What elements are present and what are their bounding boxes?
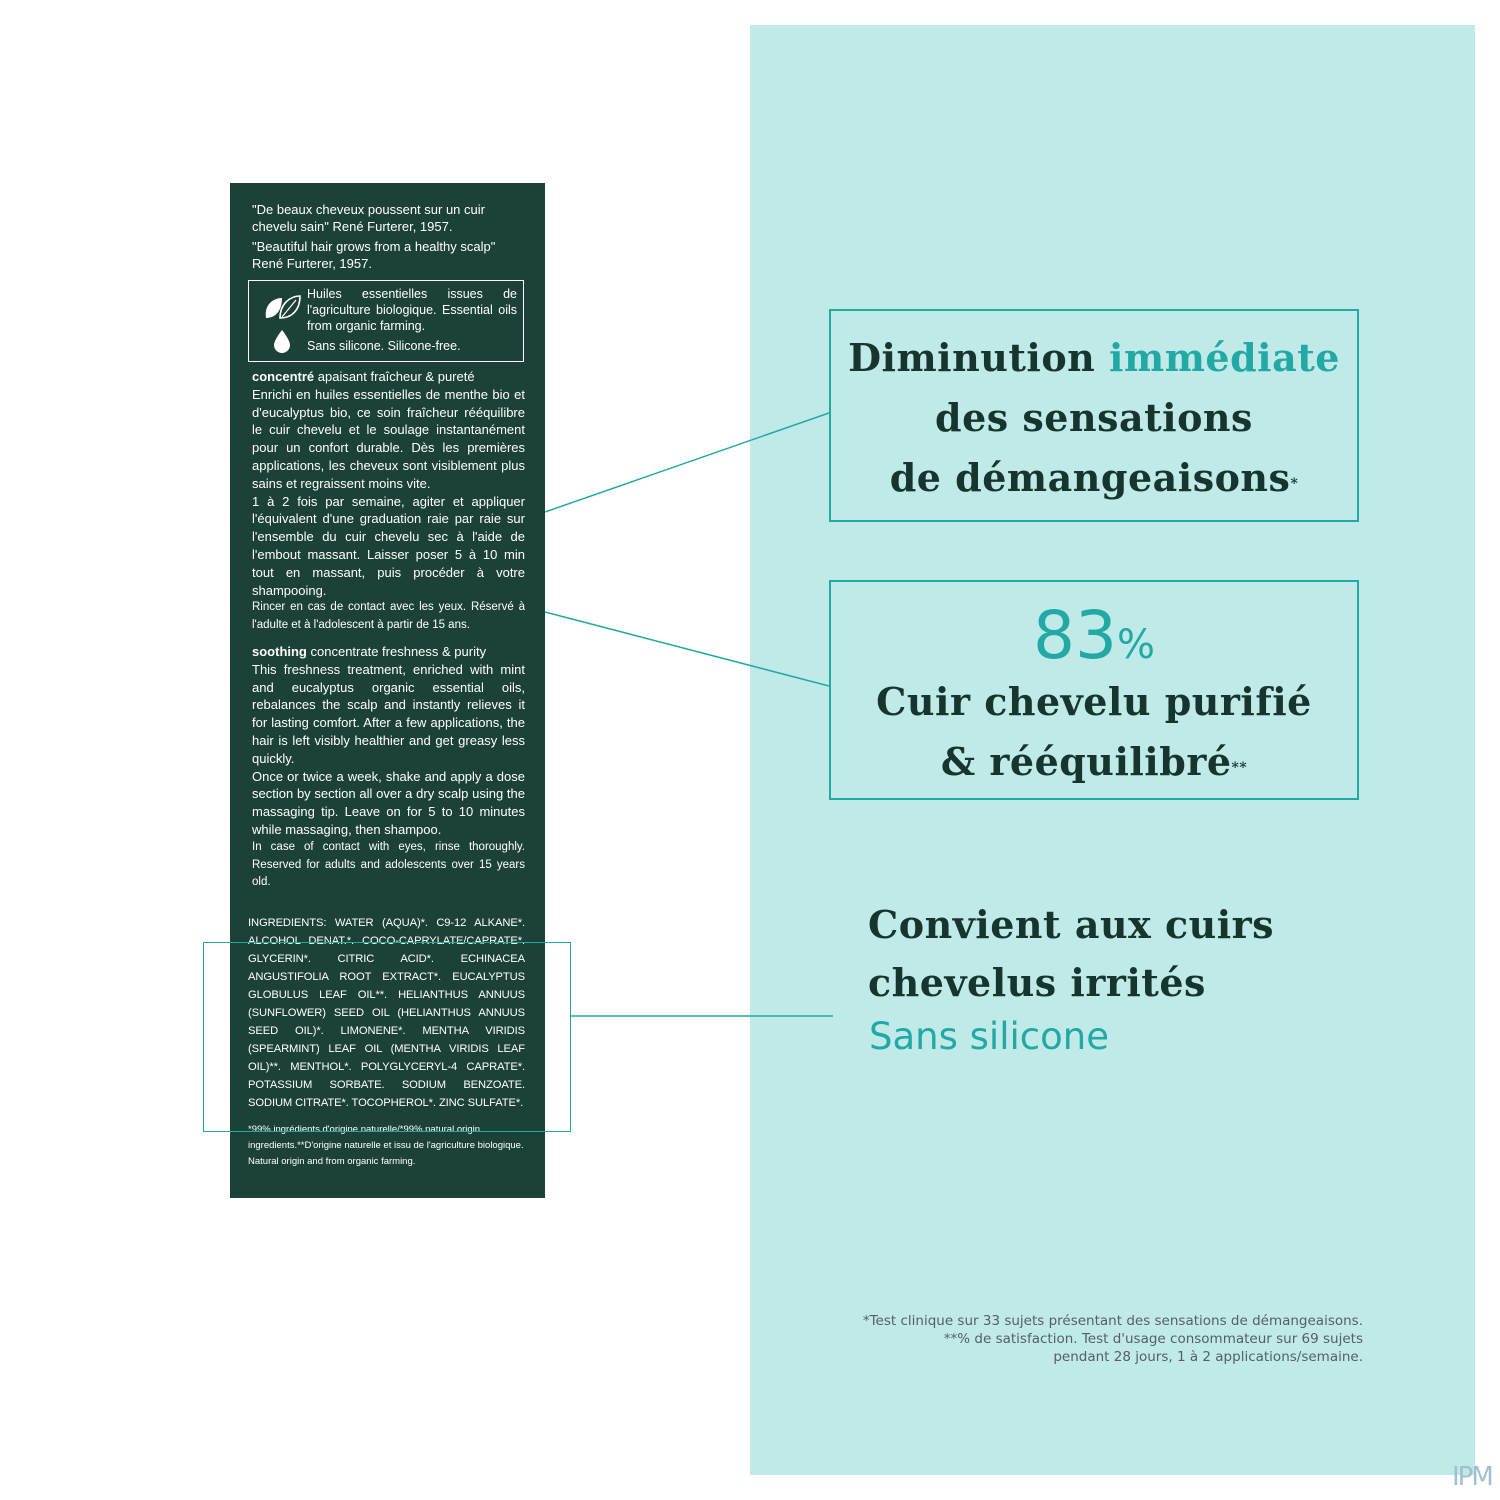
satisfaction-percentage: 83% xyxy=(1033,597,1155,674)
english-usage: Once or twice a week, shake and apply a dose section by section all over a dry scalp using the massaging tip. Leave on for 5 to 10 minutes while massaging, then shampoo. xyxy=(252,768,525,837)
ipm-logo: IPM xyxy=(1452,1462,1492,1492)
claim-itching-accent: immédiate xyxy=(1109,335,1340,380)
claim-itching-line2: des sensations xyxy=(935,395,1253,440)
french-title-rest: apaisant fraîcheur & pureté xyxy=(314,369,475,384)
english-description: This freshness treatment, enriched with mint and eucalyptus organic essential oils, rebalances the scalp and instantly relieves it for lasting comfort. After a few applications, the hair is left visibly healthier and get greasy less quickly. xyxy=(252,661,525,766)
french-warning: Rincer en cas de contact avec les yeux. Réservé à l'adulte et à l'adolescent à partir de 15 ans. xyxy=(252,601,525,632)
connector-line-2 xyxy=(545,612,829,686)
claim-itching-text xyxy=(829,328,1359,508)
claim-purified-line1: Cuir chevelu purifié xyxy=(876,679,1312,724)
claim-purified-line2: & rééquilibré** xyxy=(940,739,1248,784)
english-title-bold: soothing xyxy=(252,643,307,659)
claim-irritated-line1: Convient aux cuirs xyxy=(868,902,1275,947)
percent-sign: % xyxy=(1116,622,1155,668)
quote-french: "De beaux cheveux poussent sur un cuir chevelu sain" René Furterer, 1957. xyxy=(252,202,485,234)
claim-irritated-scalp xyxy=(868,896,1274,1012)
english-title-rest: concentrate freshness & purity xyxy=(306,643,487,659)
footnote-mark-2: ** xyxy=(1231,760,1248,776)
footnote-line-1: *Test clinique sur 33 sujets présentant des sensations de démangeaisons. xyxy=(862,1313,1363,1329)
claim-irritated-line2: chevelus irrités xyxy=(868,960,1206,1005)
silicone-free-claim: Sans silicone xyxy=(869,1015,1109,1058)
footnotes xyxy=(863,1312,1363,1366)
english-warning: In case of contact with eyes, rinse thoroughly. Reserved for adults and adolescents over 15 years old. xyxy=(252,840,525,889)
footnote-line-3: pendant 28 jours, 1 à 2 applications/semaine. xyxy=(1053,1349,1363,1365)
connector-line-1 xyxy=(545,413,829,512)
french-title-bold: concentré xyxy=(252,369,315,384)
quote-english: "Beautiful hair grows from a healthy scalp" René Furterer, 1957. xyxy=(252,239,496,271)
claim-purified-text xyxy=(829,672,1359,792)
ingredients-list: INGREDIENTS: WATER (AQUA)*. C9-12 ALKANE*. ALCOHOL DENAT.*. COCO-CAPRYLATE/CAPRATE*. GLYCERIN*. CITRIC ACID*. ECHINACEA ANGUSTIFOLIA ROOT EXTRACT*. EUCALYPTUS GLOBULUS LEAF OIL**. HELIANTHUS ANNUUS (SUNFLOWER) SEED OIL (HELIANTHUS ANNUUS SEED OIL)*. LIMONENE*. MENTHA VIRIDIS (SPEARMINT) LEAF OIL (MENTHA VIRIDIS LEAF OIL)**. MENTHOL*. POLYGLYCERYL-4 CAPRATE*. POTASSIUM SORBATE. SODIUM BENZOATE. SODIUM CITRATE*. TOCOPHEROL*. ZINC SULFATE*. xyxy=(248,917,525,1110)
french-description: Enrichi en huiles essentielles de menthe bio et d'eucalyptus bio, ce soin fraîcheur rééquilibre le cuir chevelu et le soulage instantanément pour un confort durable. Dès les premières applications, les cheveux sont visiblement plus sains et regraissent moins vite. xyxy=(252,386,525,491)
french-usage: 1 à 2 fois par semaine, agiter et appliquer l'équivalent d'une graduation raie par raie sur l'ensemble du cuir chevelu sec à l'aide de l'embout massant. Laisser poser 5 à 10 min tout en massant, puis procéder à votre shampooing. xyxy=(252,493,525,598)
ingredients-note: *99% ingrédients d'origine naturelle/*99% natural origin ingredients.**D'origine naturelle et issu de l'agriculture biologique. Natural origin and from organic farming. xyxy=(248,1123,524,1167)
footnote-mark-1: * xyxy=(1290,476,1299,492)
claim-itching-line3: de démangeaisons* xyxy=(889,455,1299,500)
silicone-free-text: Sans silicone. Silicone-free. xyxy=(307,339,461,353)
claim-itching-line1: Diminution immédiate xyxy=(848,335,1340,380)
organic-farming-text: Huiles essentielles issues de l'agriculture biologique. Essential oils from organic farming. xyxy=(307,287,517,333)
footnote-line-2: **% de satisfaction. Test d'usage consommateur sur 69 sujets xyxy=(943,1331,1363,1347)
